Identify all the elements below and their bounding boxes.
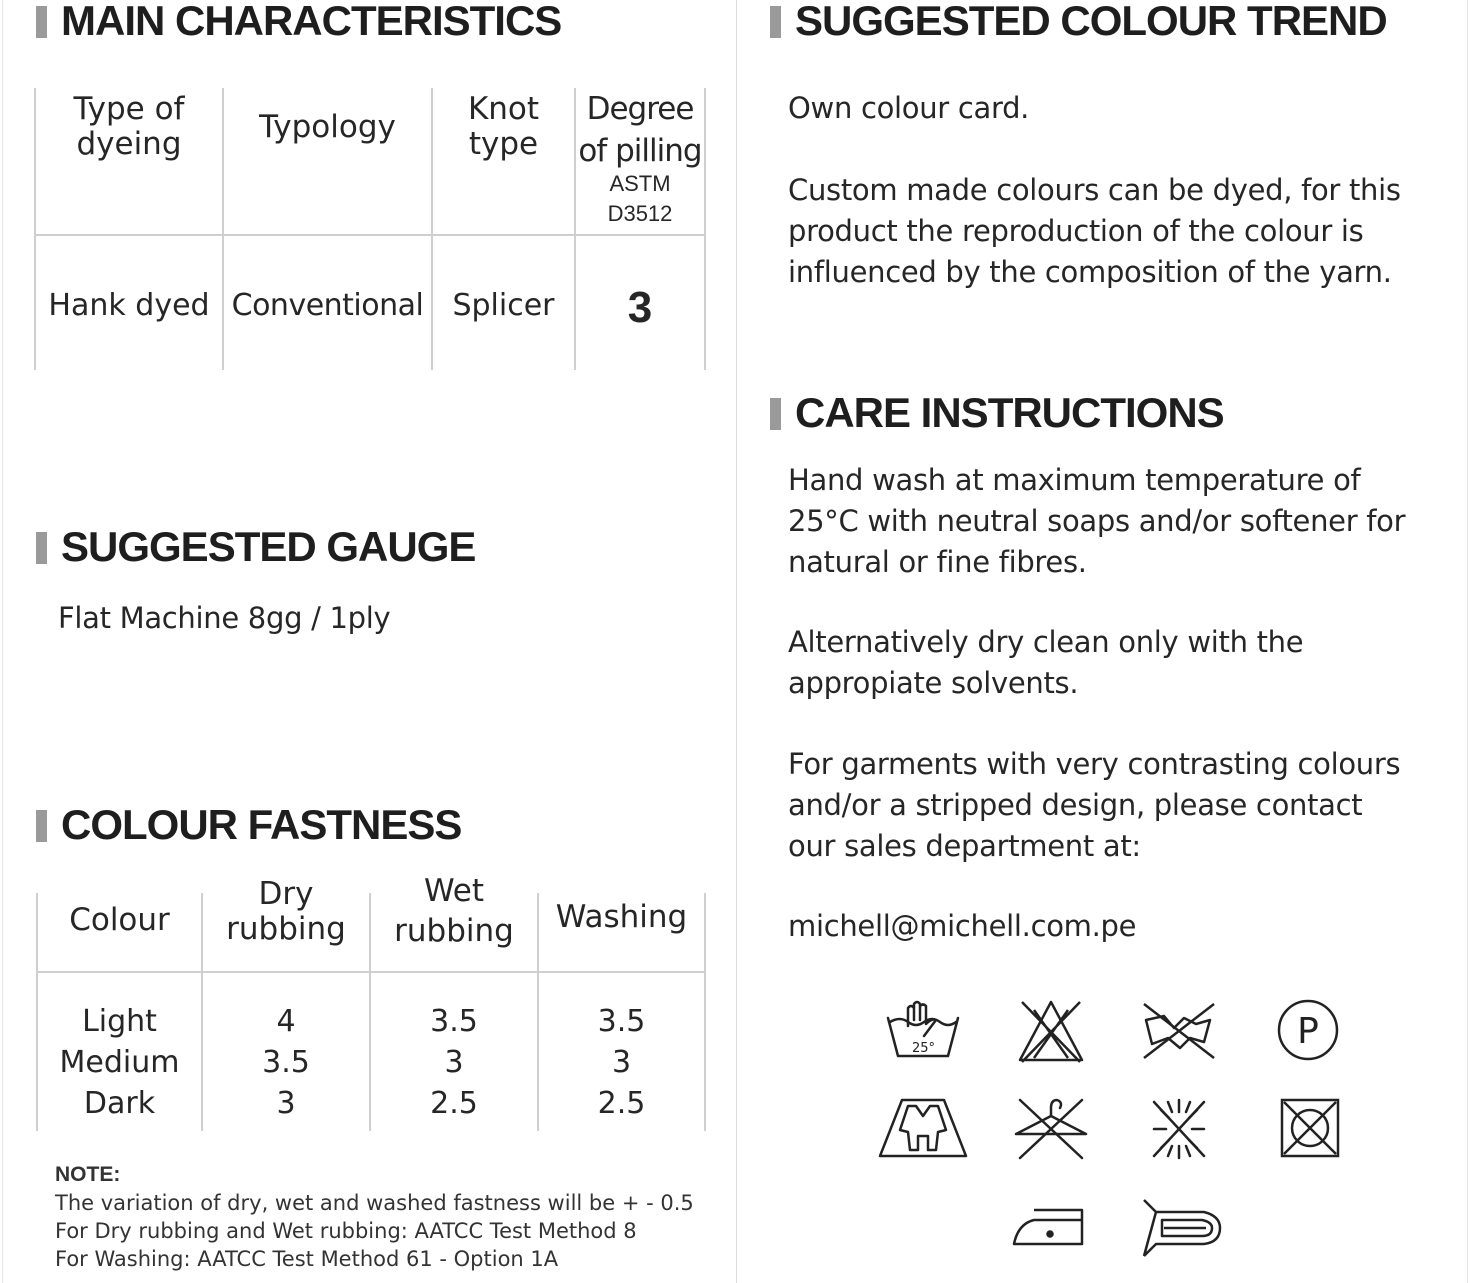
- header-washing: Washing: [555, 899, 688, 935]
- colour-fastness-title: COLOUR FASTNESS: [61, 801, 462, 848]
- header-typology: Typology: [259, 109, 396, 145]
- main-characteristics-heading: [36, 0, 561, 42]
- column-colour: [38, 1001, 201, 1124]
- value-typology: Conventional: [231, 288, 424, 323]
- do-not-tumble-dry-square-icon: [1262, 1094, 1352, 1164]
- right-edge-line: [1467, 0, 1468, 1283]
- fastness-note: [55, 1160, 694, 1273]
- suggested-gauge-text: Flat Machine 8gg / 1ply: [58, 601, 391, 635]
- hand-wash-icon: [878, 996, 968, 1066]
- value-type-of-dyeing: Hank dyed: [48, 288, 210, 323]
- column-dry-rubbing: 4 3.5 3: [262, 1004, 310, 1121]
- note-line: For Washing: AATCC Test Method 61 - Option 1A: [55, 1247, 559, 1271]
- suggested-gauge-title: SUGGESTED GAUGE: [61, 523, 476, 570]
- custom-colours-text: Custom made colours can be dyed, for this product the reproduction of the colour is influenced by the composition of the yarn.: [788, 173, 1401, 289]
- header-knot-type: Knot type: [467, 91, 540, 162]
- do-not-bleach-icon: [1006, 996, 1096, 1066]
- header-degree-of-pilling: Degree of pilling ASTM D3512: [576, 92, 704, 229]
- column-wet-rubbing: 3.5 3 2.5: [430, 1004, 478, 1121]
- main-characteristics-title: MAIN CHARACTERISTICS: [61, 0, 562, 44]
- column-washing: 3.5 3 2.5: [597, 1004, 646, 1121]
- heading-bar: [36, 810, 47, 842]
- sales-email[interactable]: michell@michell.com.pe: [788, 909, 1137, 943]
- heading-bar: [770, 398, 781, 430]
- astm-standard: ASTM D3512: [607, 171, 673, 226]
- table-row: Dark: [83, 1086, 156, 1121]
- heading-bar: [770, 6, 781, 38]
- value-degree-of-pilling: 3: [627, 283, 653, 332]
- dry-flat-icon: [878, 1094, 968, 1164]
- header-dry-rubbing: Dry rubbing: [226, 876, 346, 947]
- dry-clean-text: Alternatively dry clean only with the appropiate solvents.: [788, 625, 1304, 700]
- iron-low-icon: [1006, 1192, 1096, 1262]
- colour-card-text: Own colour card.: [788, 91, 1030, 125]
- do-not-dry-in-sun-icon: [1134, 1094, 1224, 1164]
- header-wet-rubbing: Wet rubbing: [394, 873, 514, 949]
- column-divider: [736, 0, 737, 1283]
- contrasting-colours-text: For garments with very contrasting colours and/or a stripped design, please contact our sales department at:: [788, 747, 1401, 863]
- header-colour: Colour: [69, 902, 170, 938]
- do-not-tumble-dry-icon: [1134, 996, 1224, 1066]
- suggested-colour-trend-heading: [770, 0, 1387, 42]
- colour-fastness-heading: [36, 801, 462, 848]
- suggested-colour-trend-title: SUGGESTED COLOUR TREND: [795, 0, 1387, 44]
- note-line: The variation of dry, wet and washed fastness will be + - 0.5: [55, 1191, 694, 1215]
- suggested-gauge-heading: [36, 523, 476, 570]
- hand-wash-text: Hand wash at maximum temperature of 25°C with neutral soaps and/or softener for natural or fine fibres.: [788, 463, 1406, 579]
- care-instructions-heading: [770, 389, 1224, 436]
- do-not-hang-dry-icon: [1006, 1094, 1096, 1164]
- dry-clean-letter: P: [1297, 1011, 1319, 1052]
- note-label: NOTE:: [55, 1163, 121, 1186]
- steam-press-icon: [1134, 1192, 1224, 1262]
- heading-bar: [36, 6, 47, 38]
- dry-clean-p-icon: [1262, 996, 1352, 1066]
- wash-temperature: 25°: [912, 1041, 936, 1056]
- care-instructions-title: CARE INSTRUCTIONS: [795, 389, 1224, 436]
- value-knot-type: Splicer: [452, 288, 555, 323]
- table-row: Light: [82, 1004, 157, 1039]
- header-type-of-dyeing: Type of dyeing: [73, 91, 185, 162]
- heading-bar: [36, 532, 47, 564]
- note-line: For Dry rubbing and Wet rubbing: AATCC Test Method 8: [55, 1219, 637, 1243]
- table-row: Medium: [59, 1045, 180, 1080]
- left-edge-line: [2, 0, 3, 1283]
